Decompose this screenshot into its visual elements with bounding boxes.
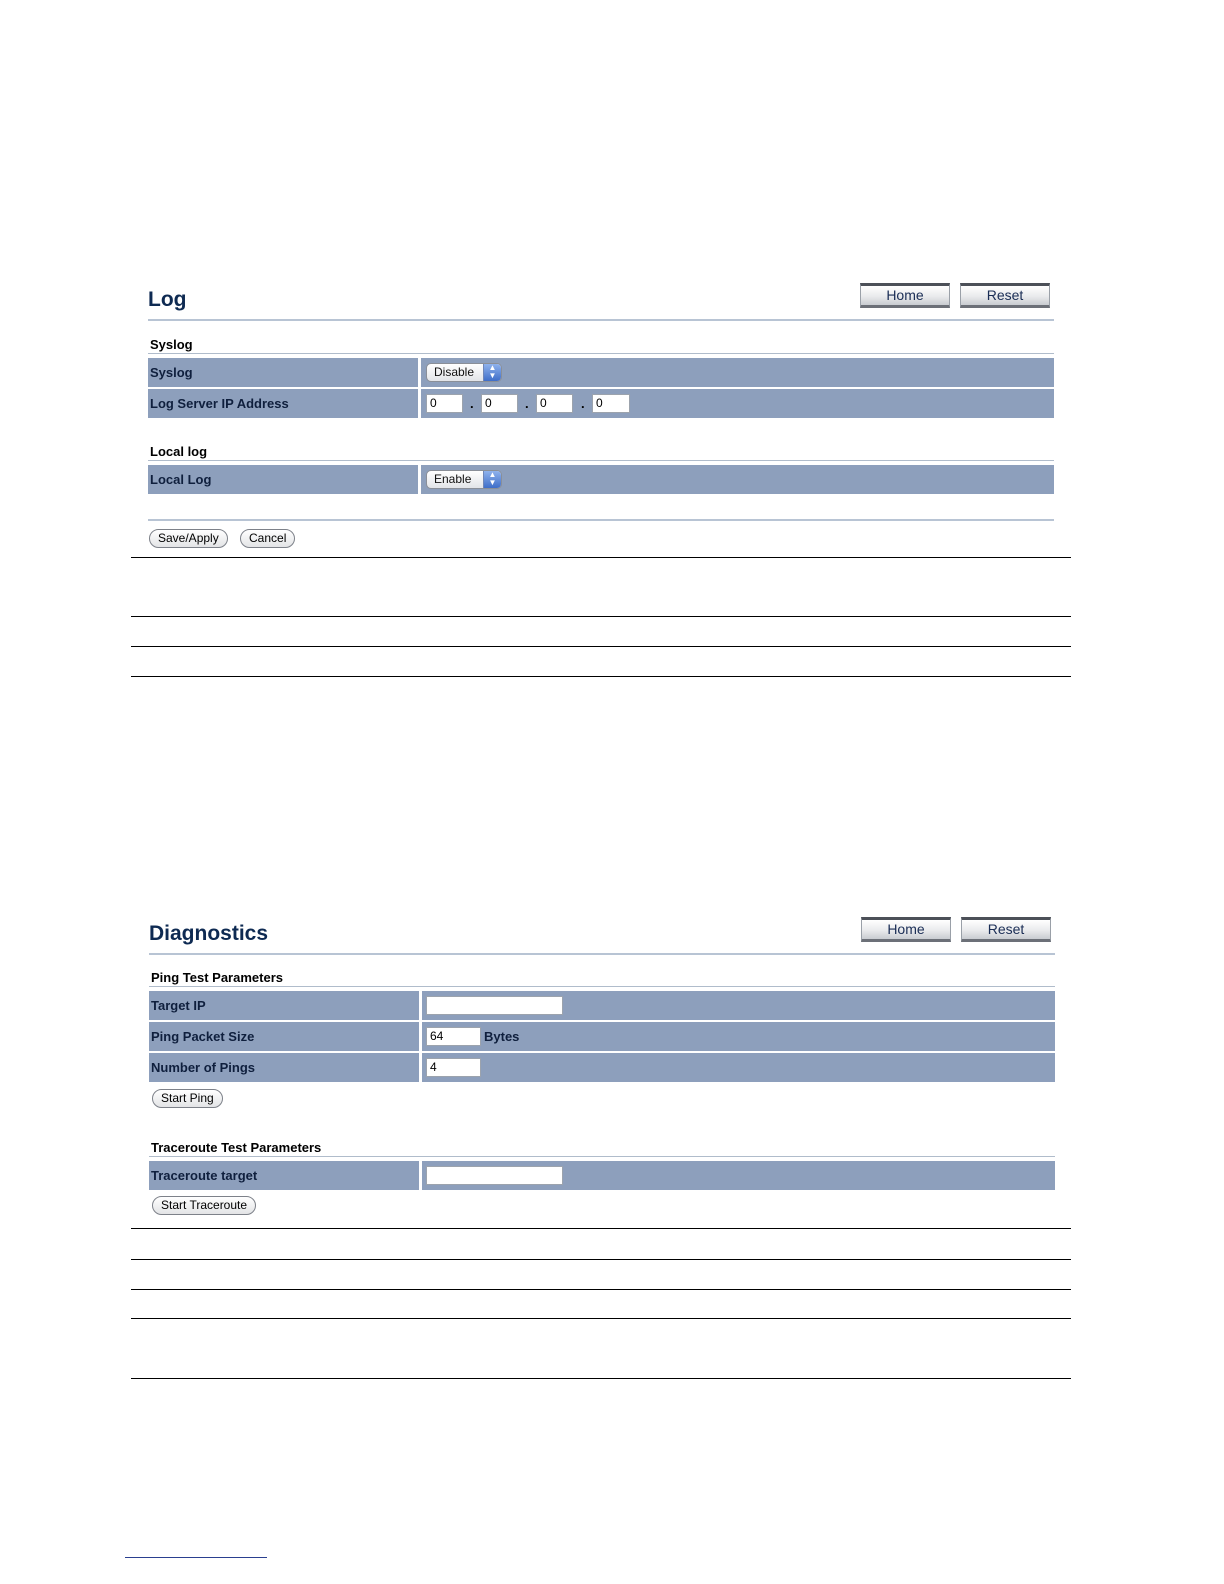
reset-button[interactable]: Reset bbox=[960, 283, 1050, 308]
divider-line bbox=[131, 557, 1071, 558]
save-apply-button[interactable]: Save/Apply bbox=[149, 529, 228, 548]
ping-packet-size-label: Ping Packet Size bbox=[149, 1022, 419, 1051]
ping-packet-size-input[interactable]: 64 bbox=[426, 1027, 481, 1046]
diagnostics-panel bbox=[149, 916, 1055, 1226]
bytes-unit-label: Bytes bbox=[484, 1029, 520, 1044]
number-of-pings-row bbox=[149, 1053, 1055, 1082]
divider-line bbox=[131, 1378, 1071, 1379]
local-log-select-value: Enable bbox=[434, 472, 472, 486]
divider-line bbox=[131, 646, 1071, 647]
number-of-pings-input[interactable]: 4 bbox=[426, 1058, 481, 1077]
traceroute-target-label: Traceroute target bbox=[149, 1161, 419, 1190]
number-of-pings-label: Number of Pings bbox=[149, 1053, 419, 1082]
title-divider bbox=[149, 953, 1055, 955]
syslog-select-value: Disable bbox=[434, 365, 475, 379]
section-heading-ping: Ping Test Parameters bbox=[151, 970, 283, 985]
local-log-label: Local Log bbox=[148, 465, 418, 494]
section-divider bbox=[148, 353, 1054, 354]
form-footer-divider bbox=[148, 519, 1054, 521]
log-panel bbox=[148, 282, 1054, 558]
target-ip-cell bbox=[422, 991, 1055, 1020]
ping-packet-size-row bbox=[149, 1022, 1055, 1051]
divider-line bbox=[131, 676, 1071, 677]
reset-button[interactable]: Reset bbox=[961, 917, 1051, 942]
ip-octet-4-input[interactable]: 0 bbox=[592, 394, 630, 413]
target-ip-label: Target IP bbox=[149, 991, 419, 1020]
ip-octet-3-input[interactable]: 0 bbox=[536, 394, 573, 413]
ip-separator: . bbox=[525, 396, 529, 411]
page-title: Diagnostics bbox=[149, 922, 269, 945]
divider-line bbox=[131, 616, 1071, 617]
number-of-pings-cell bbox=[422, 1053, 1055, 1082]
start-ping-button[interactable]: Start Ping bbox=[152, 1089, 223, 1108]
log-server-ip-label: Log Server IP Address bbox=[148, 389, 418, 418]
ip-octet-2-input[interactable]: 0 bbox=[481, 394, 518, 413]
ip-octet-1-input[interactable]: 0 bbox=[426, 394, 463, 413]
section-heading-traceroute: Traceroute Test Parameters bbox=[151, 1140, 322, 1155]
footnote-rule bbox=[125, 1557, 267, 1558]
traceroute-target-cell bbox=[422, 1161, 1055, 1190]
divider-line bbox=[131, 1228, 1071, 1229]
divider-line bbox=[131, 1289, 1071, 1290]
divider-line bbox=[131, 1259, 1071, 1260]
syslog-row bbox=[148, 358, 1054, 387]
title-divider bbox=[148, 319, 1054, 321]
select-arrows-icon: ▲ ▼ bbox=[483, 471, 501, 488]
ip-separator: . bbox=[581, 396, 585, 411]
section-divider bbox=[149, 1156, 1055, 1157]
home-button[interactable]: Home bbox=[861, 917, 951, 942]
home-button[interactable]: Home bbox=[860, 283, 950, 308]
divider-line bbox=[131, 1318, 1071, 1319]
local-log-row bbox=[148, 465, 1054, 494]
cancel-button[interactable]: Cancel bbox=[240, 529, 295, 548]
log-server-ip-row bbox=[148, 389, 1054, 418]
syslog-label: Syslog bbox=[148, 358, 418, 387]
traceroute-target-row bbox=[149, 1161, 1055, 1190]
local-log-value-cell bbox=[421, 465, 1054, 494]
traceroute-target-input[interactable] bbox=[426, 1166, 563, 1185]
section-heading-syslog: Syslog bbox=[150, 337, 193, 352]
local-log-select[interactable] bbox=[426, 470, 502, 489]
target-ip-row bbox=[149, 991, 1055, 1020]
section-heading-local-log: Local log bbox=[150, 444, 208, 459]
ip-separator: . bbox=[470, 396, 474, 411]
syslog-value-cell bbox=[421, 358, 1054, 387]
section-divider bbox=[149, 986, 1055, 987]
section-divider bbox=[148, 460, 1054, 461]
select-arrows-icon: ▲ ▼ bbox=[483, 364, 501, 381]
start-traceroute-button[interactable]: Start Traceroute bbox=[152, 1196, 256, 1215]
ping-packet-size-cell bbox=[422, 1022, 1055, 1051]
log-server-ip-cell bbox=[421, 389, 1054, 418]
syslog-select[interactable] bbox=[426, 363, 502, 382]
target-ip-input[interactable] bbox=[426, 996, 563, 1015]
page-title: Log bbox=[148, 288, 187, 311]
